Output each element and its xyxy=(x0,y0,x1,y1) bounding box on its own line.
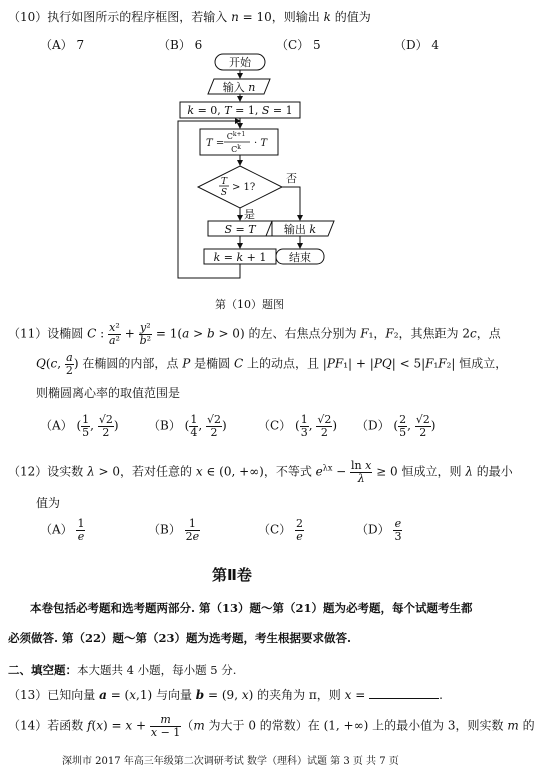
svg-text:S: S xyxy=(220,188,228,198)
q10-option-a[interactable]: （A） 7 xyxy=(40,38,85,52)
part2-intro-line1: 本卷包括必考题和选考题两部分. 第（13）题～第（21）题为必考题，每个试题考生都 xyxy=(30,601,473,615)
q11-line1: （11）设椭圆 C : $\frac{\text{x²}}{\text{a²}}$ + $\frac{\text{y²}}{\text{b²}}$ = 1(a > b > 0) 的左、右焦点分别为 F₁，F₂，其焦距为 2c，点 xyxy=(8,321,501,347)
q10-flowchart xyxy=(160,48,360,288)
q10-option-b[interactable]: （B） 6 xyxy=(158,38,203,52)
q10-caption: 第（10）题图 xyxy=(215,298,284,311)
q12-option-c[interactable]: （C） $\frac{2}{e}$ xyxy=(258,517,303,543)
q11-line3: 则椭圆离心率的取值范围是 xyxy=(36,386,181,400)
svg-text:S = T: S = T xyxy=(224,223,256,236)
q11-option-a[interactable]: （A） ( $\frac{1}{5}$ , $\frac{√2}{2}$ ) xyxy=(40,413,119,439)
fill-heading: 二、填空题：本大题共 4 小题，每小题 5 分. xyxy=(8,663,237,677)
q11-option-d[interactable]: （D） ( $\frac{2}{5}$ , $\frac{√2}{2}$ ) xyxy=(356,413,436,439)
svg-text:输入 n: 输入 n xyxy=(222,81,256,94)
q12-line1: （12）设实数 λ > 0，若对任意的 x ∈ (0, +∞)，不等式 $e^{\lambda x}$ − $\frac{\text{ln x}}{\lambda}$ ≥ 0 恒成立，则 λ 的最小 xyxy=(8,459,513,485)
q12-option-b[interactable]: （B） $\frac{1}{2e}$ xyxy=(148,517,200,543)
svg-text:输出 k: 输出 k xyxy=(283,223,317,236)
q11-option-b[interactable]: （B） ( $\frac{1}{4}$ , $\frac{√2}{2}$ ) xyxy=(148,413,227,439)
q12-option-d[interactable]: （D） $\frac{e}{3}$ xyxy=(356,517,402,543)
part2-intro-line2: 必须做答. 第（22）题～第（23）题为选考题，考生根据要求做答. xyxy=(8,631,352,645)
svg-text:开始: 开始 xyxy=(229,56,251,69)
q11-line2: Q(c, $\frac{a}{2}$ ) 在椭圆的内部，点 P 是椭圆 C 上的动点，且 |PF₁| + |PQ| < 5|F₁F₂| 恒成立， xyxy=(36,351,508,377)
q11-option-c[interactable]: （C） ( $\frac{1}{3}$ , $\frac{√2}{2}$ ) xyxy=(258,413,338,439)
svg-text:是: 是 xyxy=(244,208,255,221)
q12-option-a[interactable]: （A） $\frac{1}{e}$ xyxy=(40,517,85,543)
q13: （13）已知向量 a = (x,1) 与向量 b = (9, x) 的夹角为 π，则 x = . xyxy=(8,688,443,702)
svg-text:T: T xyxy=(220,177,228,187)
q10-option-d[interactable]: （D） 4 xyxy=(394,38,440,52)
svg-text:结束: 结束 xyxy=(289,251,311,264)
q14: （14）若函数 f(x) = x + $\frac{m}{x - 1}$ （m 为大于 0 的常数）在 (1, +∞) 上的最小值为 3，则实数 m 的 xyxy=(8,713,535,739)
svg-text:· T: · T xyxy=(254,138,268,149)
svg-text:T =: T = xyxy=(206,138,225,149)
svg-text:Ck: $C^k$ xyxy=(231,144,241,154)
svg-text:> 1?: > 1? xyxy=(232,182,256,193)
q10-option-c[interactable]: （C） 5 xyxy=(276,38,321,52)
svg-text:否: 否 xyxy=(286,172,297,185)
q10-stem: （10）执行如图所示的程序框图，若输入 n = 10，则输出 k 的值为 xyxy=(8,10,371,24)
q12-line2: 值为 xyxy=(36,496,61,510)
part2-title: 第Ⅱ卷 xyxy=(212,566,252,584)
svg-text:Ck+1: $C^{k+1}$ xyxy=(226,131,246,141)
page-footer: 深圳市 2017 年高三年级第二次调研考试 数学（理科）试题 第 3 页 共 7 页 xyxy=(62,756,399,767)
svg-text:k = k + 1: k = k + 1 xyxy=(213,251,267,264)
svg-text:k = 0, T = 1, S = 1: k = 0, T = 1, S = 1 xyxy=(187,104,293,117)
